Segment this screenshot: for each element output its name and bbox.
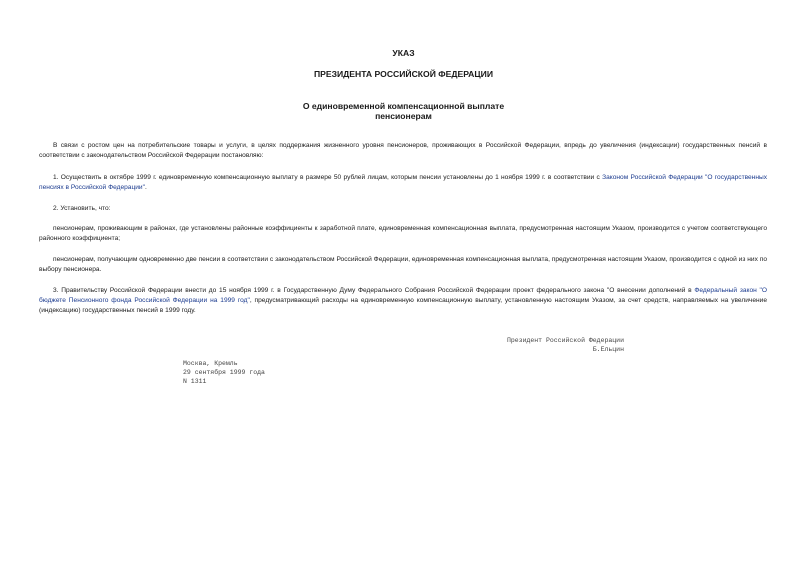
decree-subject-line-1: О единовременной компенсационной выплате [302,101,505,111]
preamble-paragraph: В связи с ростом цен на потребительские товары и услуги, в целях поддержания жизненного уровня пенсионеров, проживающих в Российской Федерации, впредь до увеличения (индексации) государственных пенсий в соответствии с законодательством Российской Федерации постановляю: [39,142,767,159]
paragraph-1-text: 1. Осуществить в октябре 1999 г. единовременную компенсационную выплату в размере 50 рублей лицам, которым пенсии установлены до 1 ноября 1999 г. в соответствии с [53,174,603,181]
decree-number: N 1311 [183,378,207,385]
paragraph-1-end: . [144,184,147,191]
signature-position: Президент Российской Федерации [506,337,624,344]
pension-fund-budget-law-link[interactable]: Федеральный закон "О бюджете Пенсионного фонда Российской Федерации на 1999 год" [39,287,767,304]
decree-subject-line-2: пенсионерам [375,111,432,121]
paragraph-2: 2. Установить, что: [53,205,111,212]
paragraph-3-text: 3. Правительству Российской Федерации внести до 15 ноября 1999 г. в Государственную Думу Федерального Собрания Российской Федерации проект федерального закона "О внесении дополнений в [53,287,695,294]
paragraph-1 [39,173,767,193]
place-date-block [183,359,265,386]
decree-subject [0,101,807,121]
signature-name: Б.Ельцин [592,346,624,353]
paragraph-2b: пенсионерам, получающим одновременно две пенсии в соответствии с законодательством Российской Федерации, единовременная компенсационная выплата, предусмотренная настоящим Указом, производится с одной из них по выбору пенсионера. [39,256,767,273]
paragraph-3-end: , предусматривающий расходы на единовременную компенсационную выплату, установленную настоящим Указом, за счет средств, направляемых на увеличение (индексацию) государственных пенсий в 1999 году. [39,297,767,314]
paragraph-2a: пенсионерам, проживающим в районах, где установлены районные коэффициенты к заработной плате, единовременная компенсационная выплата, предусмотренная настоящим Указом, производится с учетом соответствующего районного коэффициента; [39,225,767,242]
signing-place: Москва, Кремль [183,360,238,367]
signature-block [507,336,624,354]
signing-date: 29 сентября 1999 года [183,369,265,376]
decree-title: УКАЗ [392,48,415,58]
paragraph-3 [39,286,767,316]
pension-law-link[interactable]: Законом Российской Федерации "О государственных пенсиях в Российской Федерации" [39,174,768,191]
decree-issuer: ПРЕЗИДЕНТА РОССИЙСКОЙ ФЕДЕРАЦИИ [313,69,494,79]
